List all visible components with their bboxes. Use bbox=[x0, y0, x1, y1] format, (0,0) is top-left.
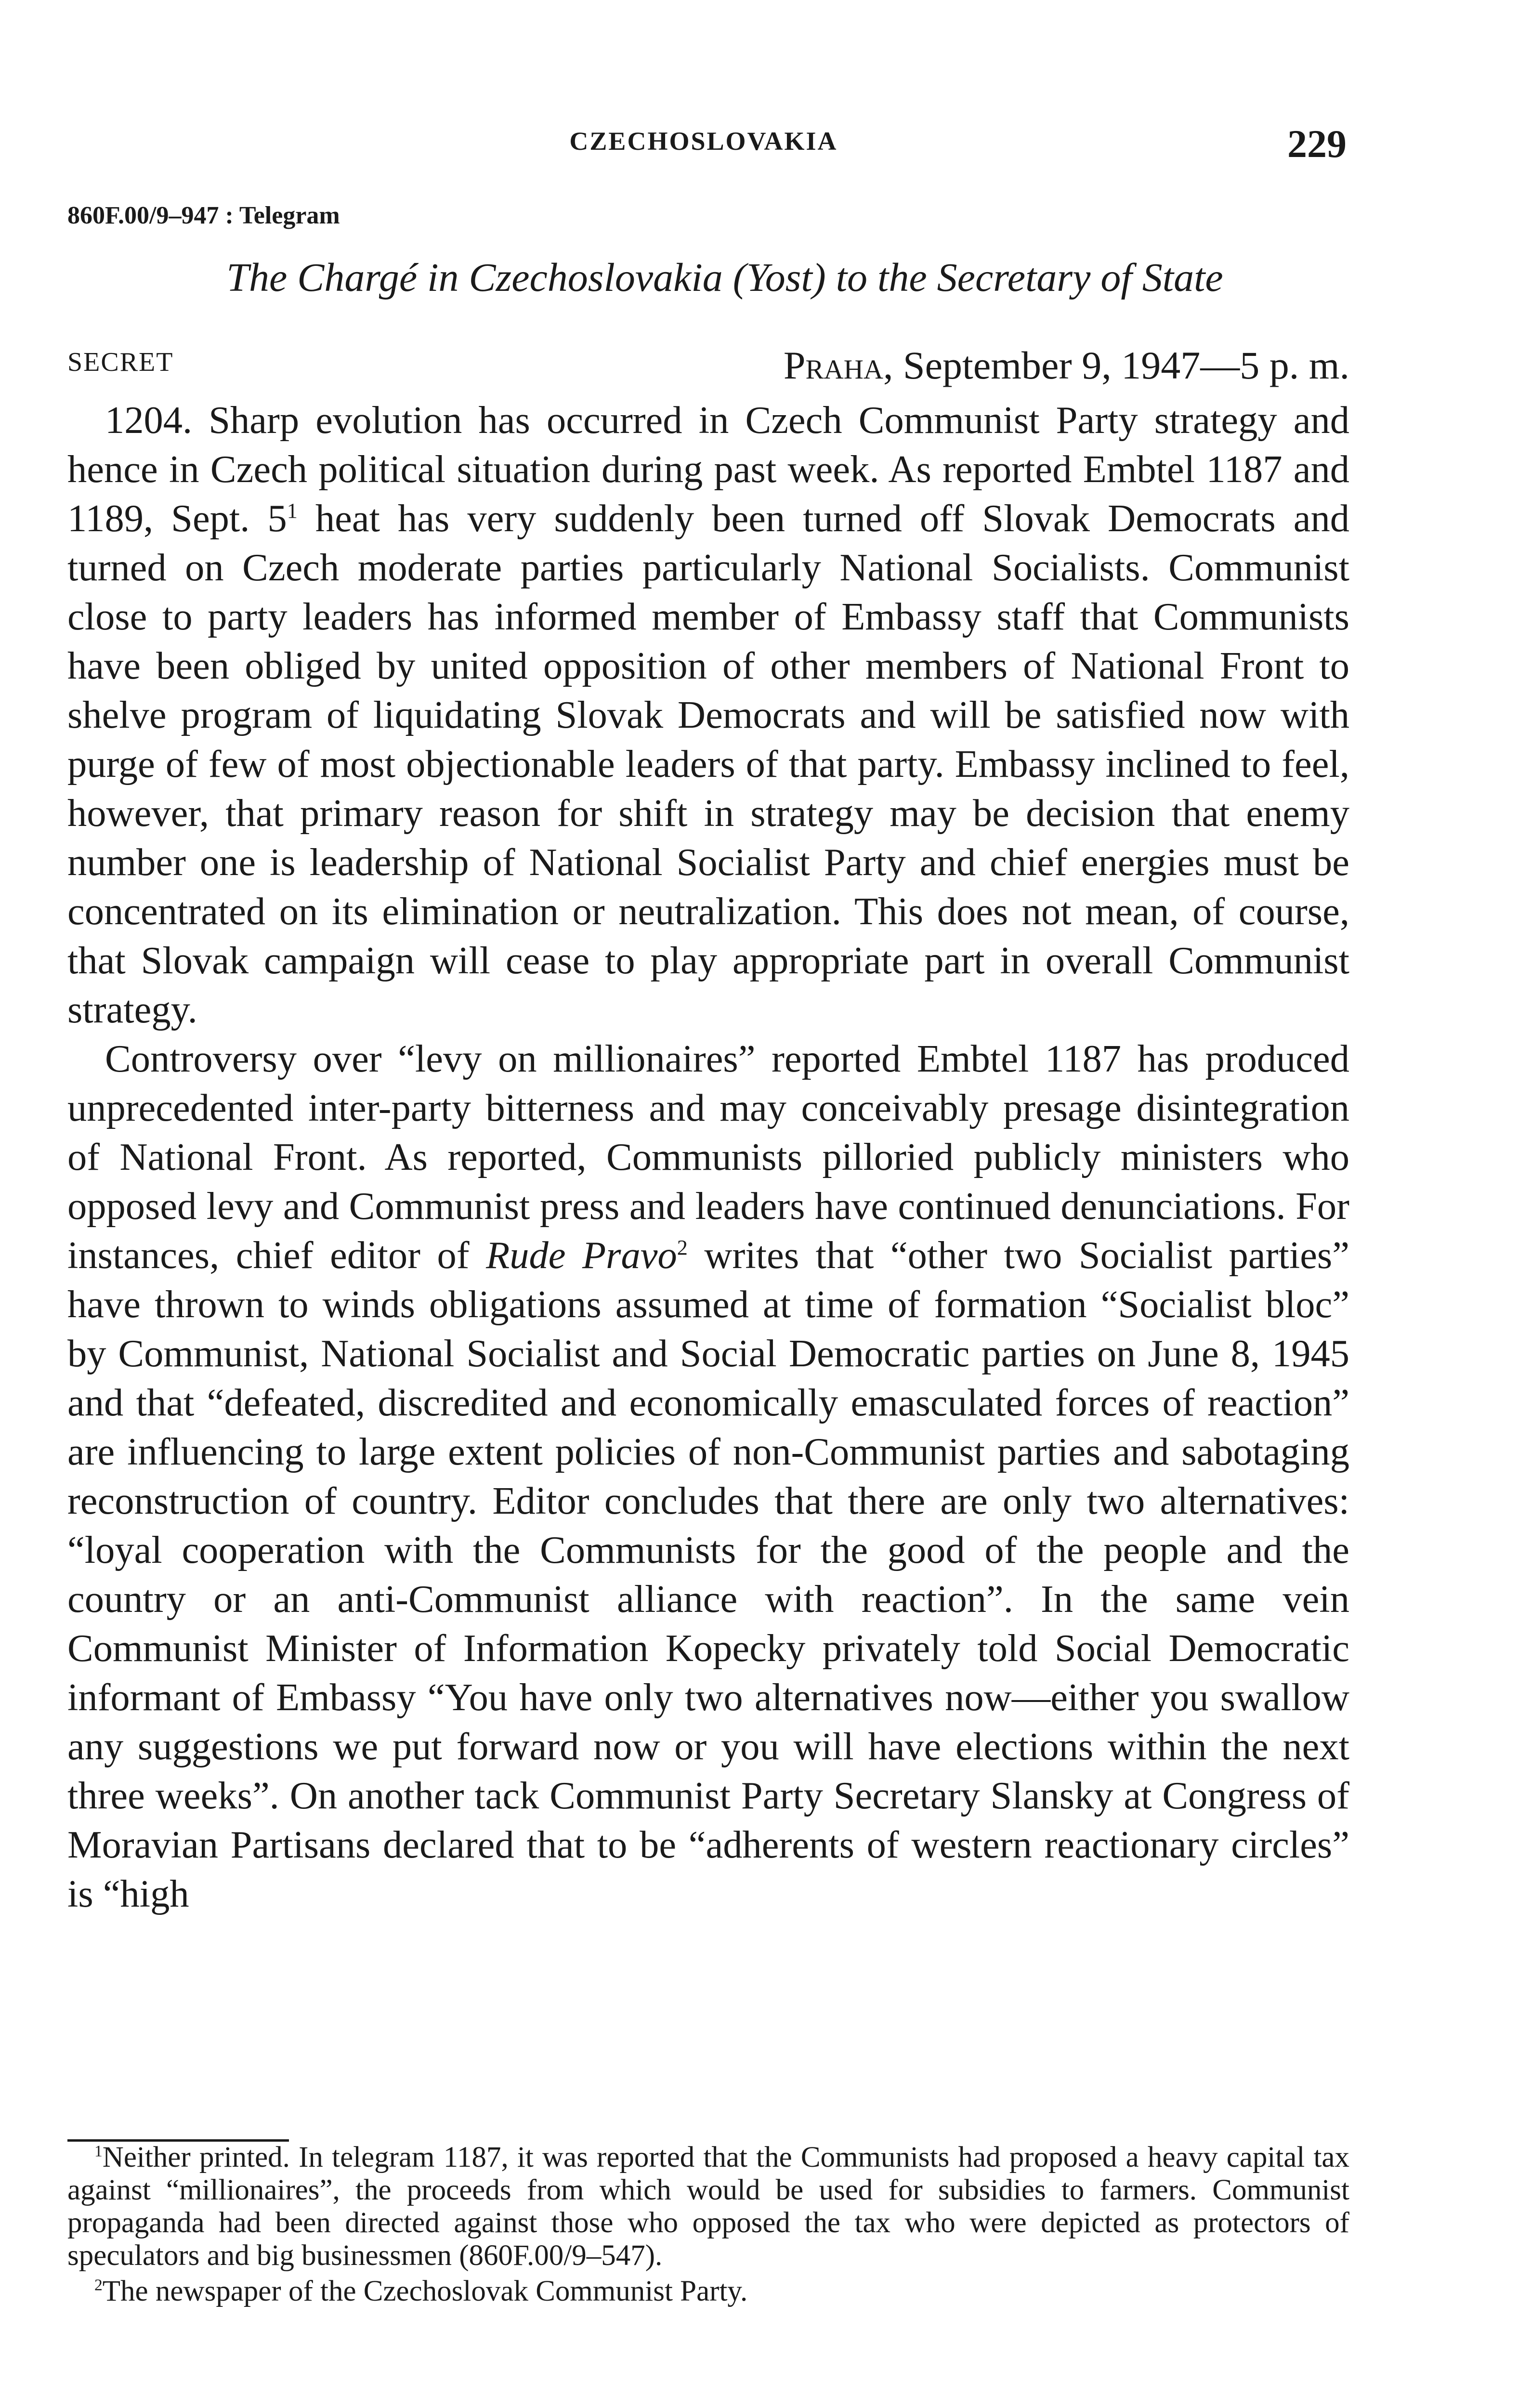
dateline bbox=[784, 343, 1349, 388]
newspaper-name: Rude Pravo bbox=[486, 1234, 677, 1277]
footnote-2-mark: 2 bbox=[94, 2276, 103, 2294]
running-head-title: CZECHOSLOVAKIA bbox=[569, 127, 838, 156]
footnote-2 bbox=[67, 2275, 1349, 2308]
document-title: The Chargé in Czechoslovakia (Yost) to the Secretary of State bbox=[226, 255, 1223, 300]
dateline-date: , September 9, 1947—5 p. m. bbox=[883, 343, 1349, 387]
telegram-body bbox=[67, 396, 1349, 1919]
footnotes bbox=[67, 2141, 1349, 2308]
footnote-2-text: The newspaper of the Czechoslovak Communist Party. bbox=[102, 2275, 748, 2307]
dateline-place: Praha bbox=[783, 343, 884, 387]
paragraph-1 bbox=[67, 396, 1349, 1034]
footnote-1-text: Neither printed. In telegram 1187, it was reported that the Communists had proposed a heavy capital tax against “millionaires”, the proceeds from which would be used for subsidies to farmers. Communist propaganda had been directed against those who opposed the tax who were depicted as protectors of speculators and big businessmen (860F.00/9–547). bbox=[67, 2141, 1349, 2272]
paragraph-1-text-a: 1204. Sharp evolution has occurred in Czech Communist Party strategy and hence in Czech political situation during past week. As reported Embtel 1187 and 1189, Sept. 5 bbox=[67, 399, 1349, 540]
paragraph-2-text-a: Controversy over “levy on millionaires” reported Embtel 1187 has produced unprecedented inter-party bitterness and may conceivably presage disintegration of National Front. As reported, Communists pilloried publicly ministers who opposed levy and Communist press and leaders have continued denunciations. For instances, chief editor of bbox=[67, 1037, 1349, 1277]
paragraph-1-text-b: heat has very suddenly been turned off Slovak Democrats and turned on Czech moderate parties particularly National Socialists. Communist close to party leaders has informed member of Embassy staff that Communists have been obliged by united opposition of other members of National Front to shelve program of liquidating Slovak Democrats and will be satisfied now with purge of few of most objectionable leaders of that party. Embassy inclined to feel, however, that primary reason for shift in strategy may be decision that enemy number one is leadership of National Socialist Party and chief energies must be concentrated on its elimination or neutralization. This does not mean, of course, that Slovak campaign will cease to play appropriate part in overall Communist strategy. bbox=[67, 497, 1349, 1031]
page-number: 229 bbox=[1287, 122, 1347, 166]
footnote-1 bbox=[67, 2141, 1349, 2272]
paragraph-2 bbox=[67, 1034, 1349, 1919]
footnote-ref-1: 1 bbox=[287, 499, 298, 523]
footnote-ref-2: 2 bbox=[677, 1236, 688, 1260]
footnote-1-mark: 1 bbox=[94, 2142, 103, 2160]
paragraph-2-text-b: writes that “other two Socialist parties” have thrown to winds obligations assumed at time of formation “Socialist bloc” by Communist, National Socialist and Social Democratic parties on June 8, 1945 and that “defeated, discredited and economically emasculated forces of reaction” are influencing to large extent policies of non-Communist parties and sabotaging reconstruction of country. Editor concludes that there are only two alternatives: “loyal cooperation with the Communists for the good of the people and the country or an anti-Communist alliance with reaction”. In the same vein Communist Minister of Information Kopecky privately told Social Democratic informant of Embassy “You have only two alternatives now—either you swallow any suggestions we put forward now or you will have elections within the next three weeks”. On another tack Communist Party Secretary Slansky at Congress of Moravian Partisans declared that to be “adherents of western reactionary circles” is “high bbox=[67, 1234, 1349, 1915]
file-reference: 860F.00/9–947 : Telegram bbox=[67, 202, 340, 229]
classification-label: SECRET bbox=[67, 347, 174, 377]
